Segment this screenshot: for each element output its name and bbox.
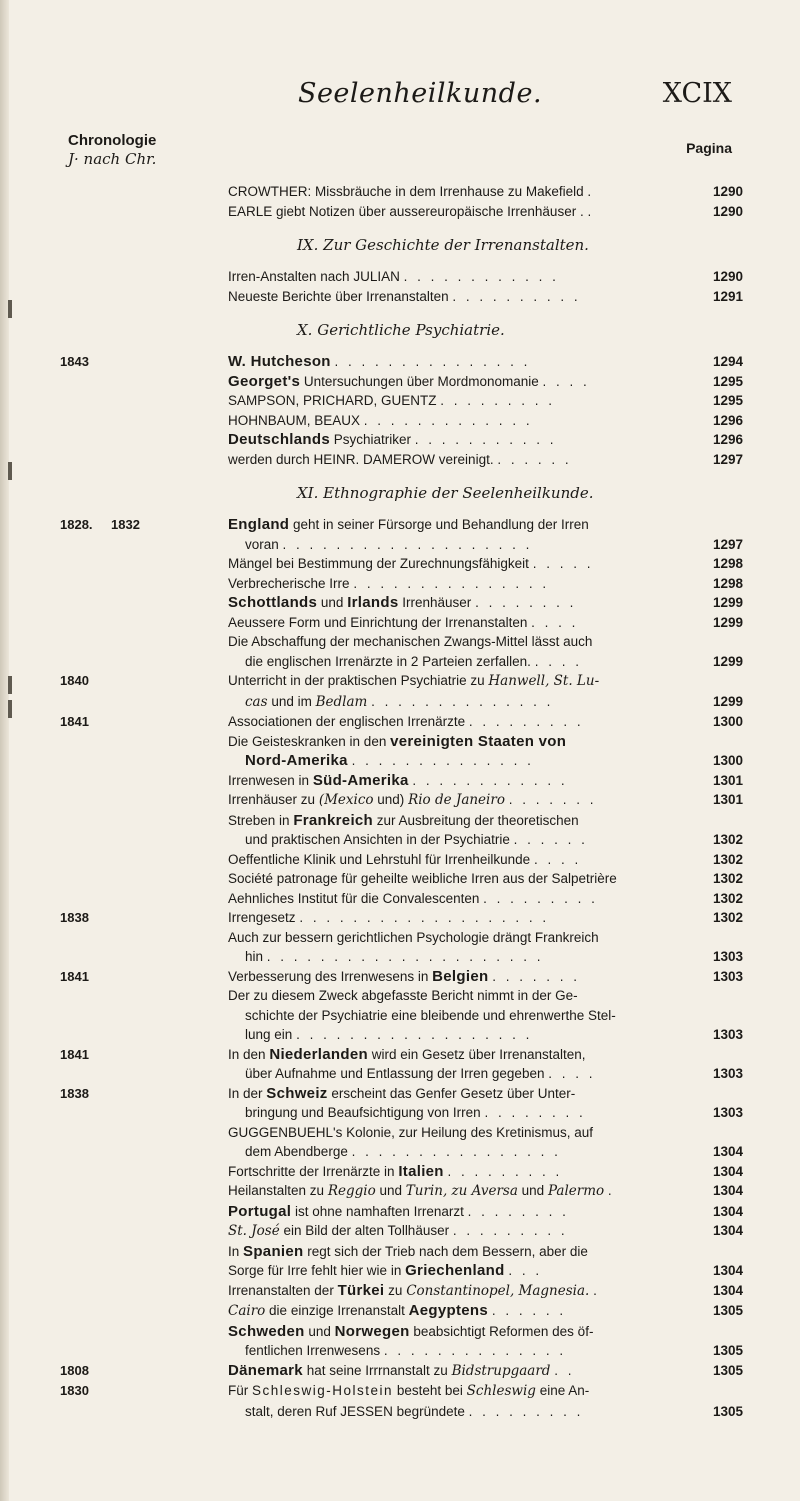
toc-entry-text: hin . . . . . . . . . . . . . . . . . . . . .	[245, 949, 544, 964]
toc-entry	[0, 967, 800, 987]
toc-entry-text: Fortschritte der Irrenärzte in Italien . . . . . . . . .	[228, 1162, 563, 1180]
toc-entry-text: Aeussere Form und Einrichtung der Irrenanstalten . . . .	[228, 614, 579, 630]
toc-entry-text: dem Abendberge . . . . . . . . . . . . . . . .	[245, 1144, 561, 1159]
toc-entry-continuation	[0, 1103, 800, 1123]
toc-entry-text: Irrenanstalten der Türkei zu Constantinopel, Magnesia. .	[228, 1281, 600, 1299]
toc-page-ref: 1303	[712, 949, 743, 964]
toc-entry-text: Dänemark hat seine Irrrnanstalt zu Bidstrupgaard . .	[228, 1361, 575, 1379]
toc-page-ref: 1300	[712, 753, 743, 768]
toc-entry-text: Schottlands und Irlands Irrenhäuser . . . . . . . .	[228, 594, 577, 611]
toc-entry-continuation	[0, 1006, 800, 1026]
table-of-contents	[0, 182, 800, 1421]
toc-page-ref: 1291	[712, 288, 743, 304]
toc-entry	[0, 1162, 800, 1182]
toc-year: 1843	[60, 354, 89, 369]
toc-entry-text: Mängel bei Bestimmung der Zurechnungsfähigkeit . . . . .	[228, 556, 594, 571]
toc-page-ref: 1298	[712, 556, 743, 571]
toc-entry-continuation	[0, 947, 800, 967]
toc-entry-text: über Aufnahme und Entlassung der Irren gegeben . . . .	[245, 1066, 596, 1081]
toc-entry	[0, 869, 800, 889]
toc-entry-text: In Spanien regt sich der Trieb nach dem Bessern, aber die	[228, 1242, 588, 1260]
toc-entry-text: stalt, deren Ruf JESSEN begründete . . . . . . . . .	[245, 1403, 584, 1419]
toc-entry-text: Portugal ist ohne namhaften Irrenarzt . . . . . . . .	[228, 1202, 569, 1220]
toc-page-ref: 1294	[712, 354, 743, 369]
toc-entry-text: Die Geisteskranken in den vereinigten Staaten von	[228, 732, 567, 750]
toc-entry	[0, 671, 800, 692]
toc-entry-continuation	[0, 652, 800, 672]
toc-entry	[0, 632, 800, 652]
toc-year: 1838	[60, 910, 89, 925]
toc-entry	[0, 182, 800, 202]
toc-entry-continuation	[0, 1025, 800, 1045]
toc-entry	[0, 790, 800, 811]
toc-entry-text: und praktischen Ansichten in der Psychiatrie . . . . . .	[245, 832, 588, 847]
toc-entry-text: Heilanstalten zu Reggio und Turin, zu Aversa und Palermo .	[228, 1183, 615, 1199]
section-title: Zur Geschichte der Irrenanstalten.	[323, 236, 589, 254]
toc-page-ref: 1299	[712, 614, 743, 630]
toc-page-ref: 1305	[712, 1343, 743, 1358]
toc-entry-text: Neueste Berichte über Irrenanstalten . . . . . . . . . .	[228, 288, 581, 304]
toc-year: 1838	[60, 1085, 89, 1101]
toc-entry-text: In den Niederlanden wird ein Gesetz über Irrenanstalten,	[228, 1045, 586, 1063]
toc-page-ref: 1304	[712, 1263, 743, 1278]
toc-page-ref: 1302	[712, 910, 743, 925]
toc-page-ref: 1304	[712, 1203, 743, 1219]
toc-page-ref: 1304	[712, 1144, 743, 1159]
toc-page-ref: 1299	[712, 595, 743, 610]
toc-page-ref: 1304	[712, 1282, 743, 1298]
toc-entry	[0, 613, 800, 633]
toc-entry	[0, 1301, 800, 1322]
toc-page-ref: 1303	[712, 1066, 743, 1081]
toc-entry-text: Verbrecherische Irre . . . . . . . . . . . . . . .	[228, 575, 550, 591]
pagina-column-header: Pagina	[686, 140, 732, 156]
toc-page-ref: 1301	[712, 792, 743, 807]
toc-page-ref: 1303	[712, 968, 743, 984]
toc-entry-text: Georget's Untersuchungen über Mordmonomanie . . . .	[228, 372, 590, 390]
toc-entry-text: cas und im Bedlam . . . . . . . . . . . . . .	[245, 693, 554, 710]
toc-page-ref: 1304	[712, 1163, 743, 1179]
toc-entry-continuation	[0, 1142, 800, 1162]
toc-entry-text: Société patronage für geheilte weibliche Irren aus der Salpetrière	[228, 871, 617, 886]
toc-entry	[0, 287, 800, 307]
toc-entry-text: HOHNBAUM, BEAUX . . . . . . . . . . . . .	[228, 412, 533, 428]
toc-entry-continuation	[0, 830, 800, 850]
toc-entry	[0, 593, 800, 613]
toc-entry	[0, 1084, 800, 1104]
toc-entry	[0, 889, 800, 909]
toc-entry	[0, 1221, 800, 1242]
section-heading-ix	[0, 235, 800, 255]
toc-entry-continuation	[0, 1064, 800, 1084]
toc-entry	[0, 1281, 800, 1302]
toc-entry-text: Der zu diesem Zweck abgefasste Bericht nimmt in der Ge-	[228, 988, 578, 1003]
toc-page-ref: 1302	[712, 851, 743, 867]
toc-entry	[0, 712, 800, 732]
toc-entry	[0, 1381, 800, 1402]
toc-entry	[0, 372, 800, 392]
toc-entry-text: voran . . . . . . . . . . . . . . . . . . .	[245, 536, 533, 552]
toc-entry-continuation	[0, 692, 800, 713]
toc-entry-text: Associationen der englischen Irrenärzte . . . . . . . . .	[228, 714, 584, 729]
toc-page-ref: 1296	[712, 432, 743, 447]
toc-page-ref: 1290	[712, 184, 743, 199]
toc-entry-continuation	[0, 1402, 800, 1422]
section-label: X.	[297, 321, 313, 339]
section-label: IX.	[297, 236, 319, 254]
toc-entry-text: Für Schleswig-Holstein besteht bei Schleswig eine An-	[228, 1383, 590, 1399]
toc-page-ref: 1302	[712, 890, 743, 906]
toc-entry-text: Aehnliches Institut für die Convalescenten . . . . . . . . .	[228, 890, 598, 906]
toc-entry	[0, 1242, 800, 1262]
section-heading-x	[0, 320, 800, 340]
toc-page-ref: 1296	[712, 412, 743, 428]
toc-entry	[0, 430, 800, 450]
toc-entry-text: fentlichen Irrenwesens . . . . . . . . . . . . . .	[245, 1343, 567, 1358]
toc-page-ref: 1297	[712, 536, 743, 552]
toc-entry-continuation	[0, 1341, 800, 1361]
toc-entry	[0, 1322, 800, 1342]
toc-year: 1808	[60, 1362, 89, 1378]
toc-entry	[0, 267, 800, 287]
toc-entry	[0, 554, 800, 574]
toc-entry	[0, 986, 800, 1006]
toc-entry-text: Irrenhäuser zu (Mexico und) Rio de Janeiro . . . . . . .	[228, 792, 597, 808]
toc-entry	[0, 1261, 800, 1281]
toc-page-ref: 1305	[712, 1403, 743, 1419]
toc-entry	[0, 1123, 800, 1143]
toc-page-ref: 1297	[712, 451, 743, 467]
toc-entry-text: bringung und Beaufsichtigung von Irren . . . . . . . .	[245, 1105, 586, 1120]
toc-entry-text: Cairo die einzige Irrenanstalt Aegyptens . . . . . .	[228, 1302, 567, 1319]
toc-entry-text: GUGGENBUEHL's Kolonie, zur Heilung des Kretinismus, auf	[228, 1124, 593, 1140]
toc-entry-text: die englischen Irrenärzte in 2 Parteien zerfallen. . . . .	[245, 653, 582, 669]
toc-year: 1832	[111, 517, 140, 532]
toc-entry-text: Unterricht in der praktischen Psychiatrie zu Hanwell, St. Lu-	[228, 673, 600, 689]
toc-entry-text: Streben in Frankreich zur Ausbreitung der theoretischen	[228, 811, 579, 829]
toc-entry-text: Auch zur bessern gerichtlichen Psychologie drängt Frankreich	[228, 929, 599, 945]
toc-year: 1841	[60, 714, 89, 729]
toc-entry-text: werden durch HEINR. DAMEROW vereinigt. . . . . . .	[228, 451, 572, 467]
toc-entry	[0, 411, 800, 431]
toc-entry-text: SAMPSON, PRICHARD, GUENTZ . . . . . . . . .	[228, 393, 556, 408]
toc-entry	[0, 1181, 800, 1202]
toc-entry	[0, 1361, 800, 1382]
toc-entry	[0, 928, 800, 948]
section-title: Gerichtliche Psychiatrie.	[317, 321, 505, 339]
toc-entry	[0, 1045, 800, 1065]
toc-entry-text: England geht in seiner Fürsorge und Behandlung der Irren	[228, 516, 589, 533]
toc-entry-text: Oeffentliche Klinik und Lehrstuhl für Irrenheilkunde . . . .	[228, 851, 582, 867]
toc-year: 1841	[60, 968, 89, 984]
toc-page-ref: 1295	[712, 393, 743, 408]
toc-page-ref: 1298	[712, 575, 743, 591]
toc-entry	[0, 352, 800, 372]
toc-page-ref: 1304	[712, 1183, 743, 1198]
toc-page-ref: 1290	[712, 269, 743, 284]
toc-entry	[0, 574, 800, 594]
toc-entry-text: In der Schweiz erscheint das Genfer Gesetz über Unter-	[228, 1084, 576, 1102]
toc-page-ref: 1304	[712, 1223, 743, 1238]
toc-entry-text: Verbesserung des Irrenwesens in Belgien . . . . . . .	[228, 967, 580, 985]
toc-page-ref: 1301	[712, 772, 743, 788]
toc-entry	[0, 202, 800, 222]
toc-entry-continuation	[0, 535, 800, 555]
toc-entry-text: Sorge für Irre fehlt hier wie in Griechenland . . .	[228, 1262, 543, 1279]
toc-entry-text: Nord-Amerika . . . . . . . . . . . . . .	[245, 752, 534, 769]
running-title: Seelenheilkunde.	[297, 78, 543, 109]
toc-page-ref: 1305	[712, 1362, 743, 1378]
toc-page-ref: 1300	[712, 714, 743, 729]
chronology-column-header	[68, 132, 156, 168]
toc-page-ref: 1303	[712, 1027, 743, 1042]
toc-page-ref: 1302	[712, 832, 743, 847]
toc-entry-text: Irrenwesen in Süd-Amerika . . . . . . . . . . . .	[228, 771, 568, 789]
toc-entry	[0, 732, 800, 752]
toc-year: 1828.	[60, 517, 93, 532]
section-title: Ethnographie der Seelenheilkunde.	[323, 484, 594, 502]
toc-page-ref: 1299	[712, 693, 743, 709]
toc-entry	[0, 811, 800, 831]
toc-entry	[0, 850, 800, 870]
toc-entry	[0, 450, 800, 470]
toc-entry-continuation	[0, 751, 800, 771]
toc-entry	[0, 1202, 800, 1222]
toc-page-ref: 1303	[712, 1105, 743, 1120]
toc-entry-text: EARLE giebt Notizen über aussereuropäische Irrenhäuser . .	[228, 203, 592, 219]
toc-page-ref: 1295	[712, 373, 743, 389]
toc-entry-text: Schweden und Norwegen beabsichtigt Reformen des öf-	[228, 1322, 594, 1340]
toc-entry	[0, 391, 800, 411]
toc-entry	[0, 908, 800, 928]
section-label: XI.	[297, 484, 319, 502]
chronology-sublabel: J· nach Chr.	[68, 150, 157, 168]
toc-entry-text: Irren-Anstalten nach JULIAN . . . . . . . . . . . .	[228, 269, 559, 284]
toc-entry	[0, 771, 800, 791]
toc-entry-text: W. Hutcheson . . . . . . . . . . . . . . .	[228, 353, 531, 370]
toc-page-ref: 1299	[712, 653, 743, 669]
page-number: XCIX	[662, 78, 732, 109]
toc-entry	[0, 515, 800, 535]
chronology-label: Chronologie	[68, 132, 157, 149]
toc-entry-text: schichte der Psychiatrie eine bleibende und ehrenwerthe Stel-	[245, 1007, 616, 1023]
toc-page-ref: 1290	[712, 203, 743, 219]
toc-year: 1830	[60, 1383, 89, 1398]
toc-year: 1840	[60, 673, 89, 688]
toc-year: 1841	[60, 1046, 89, 1062]
section-heading-xi	[0, 483, 800, 503]
toc-entry-text: St. José ein Bild der alten Tollhäuser . . . . . . . . .	[228, 1223, 568, 1239]
toc-entry-text: CROWTHER: Missbräuche in dem Irrenhause zu Makefield .	[228, 184, 592, 199]
toc-entry-text: Deutschlands Psychiatriker . . . . . . . . . . .	[228, 431, 557, 448]
toc-page-ref: 1302	[712, 871, 743, 886]
toc-entry-text: Irrengesetz . . . . . . . . . . . . . . . . . . .	[228, 910, 550, 925]
toc-page-ref: 1305	[712, 1303, 743, 1318]
toc-entry-text: lung ein . . . . . . . . . . . . . . . . . .	[245, 1027, 533, 1042]
toc-entry-text: Die Abschaffung der mechanischen Zwangs-Mittel lässt auch	[228, 634, 593, 649]
